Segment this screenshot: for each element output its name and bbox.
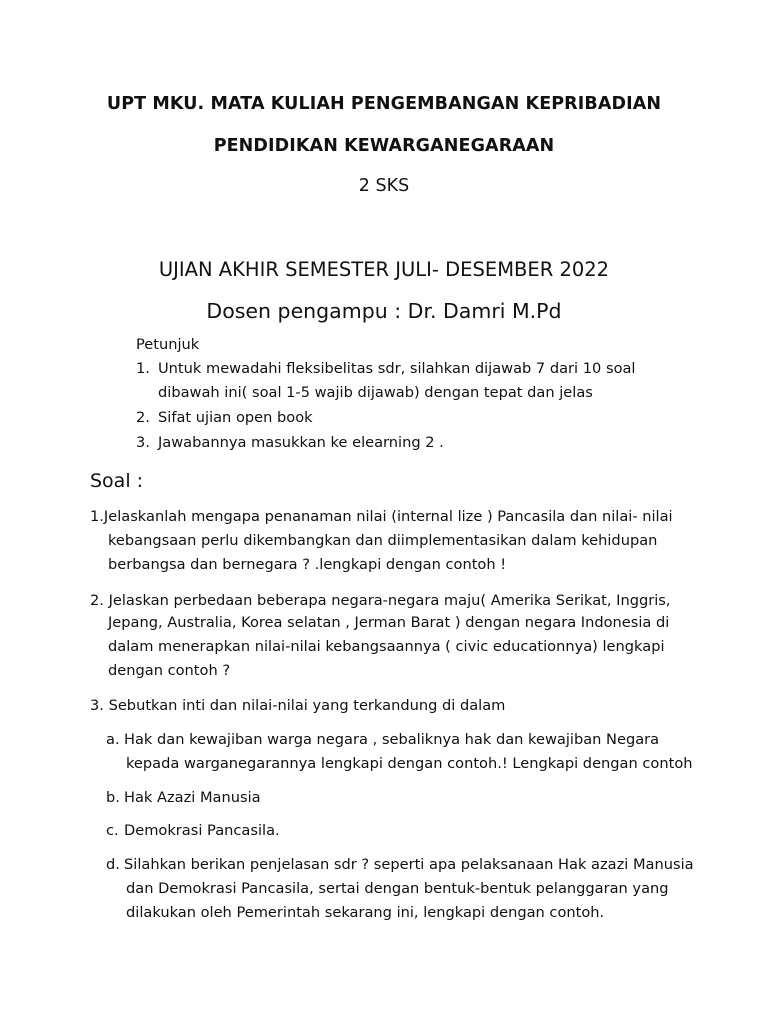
question-text-line: 3. Sebutkan inti dan nilai-nilai yang terkandung di dalam [90, 697, 506, 714]
sub-question-text-line: Demokrasi Pancasila. [124, 822, 280, 839]
instruction-text-line: Jawabannya masukkan ke elearning 2 . [158, 434, 444, 451]
question-text-line: dengan contoh ? [108, 662, 231, 679]
instructions-label: Petunjuk [136, 336, 200, 353]
sub-question-text-line: kepada warganegarannya lengkapi dengan contoh.! Lengkapi dengan contoh [126, 755, 693, 772]
unit-heading: UPT MKU. MATA KULIAH PENGEMBANGAN KEPRIBADIAN [106, 94, 662, 114]
sub-question-text-line: dilakukan oleh Pemerintah sekarang ini, lengkapi dengan contoh. [126, 904, 605, 921]
question-text-line: kebangsaan perlu dikembangkan dan diimplementasikan dalam kehidupan [108, 532, 658, 549]
sub-question-label: b. [106, 789, 120, 806]
sub-question-label: d. [106, 856, 120, 873]
sub-question-label: c. [106, 822, 119, 839]
exam-title: UJIAN AKHIR SEMESTER JULI- DESEMBER 2022 [158, 258, 610, 281]
instruction-number: 2. [136, 409, 150, 426]
question-text-line: 2. Jelaskan perbedaan beberapa negara-negara maju( Amerika Serikat, Inggris, [90, 592, 671, 609]
questions-heading: Soal : [90, 470, 144, 492]
sub-question-text-line: Hak dan kewajiban warga negara , sebaliknya hak dan kewajiban Negara [124, 731, 660, 748]
question-text-line: Jepang, Australia, Korea selatan , Jerman Barat ) dengan negara Indonesia di [108, 614, 670, 631]
question-text-line: berbangsa dan bernegara ? .lengkapi dengan contoh ! [108, 556, 507, 573]
sub-question-text-line: dan Demokrasi Pancasila, sertai dengan bentuk-bentuk pelanggaran yang [126, 880, 669, 897]
question-text-line: dalam menerapkan nilai-nilai kebangsaannya ( civic educationnya) lengkapi [108, 638, 665, 655]
instruction-number: 3. [136, 434, 150, 451]
instruction-number: 1. [136, 360, 150, 377]
sub-question-text-line: Hak Azazi Manusia [124, 789, 261, 806]
sub-question-label: a. [106, 731, 120, 748]
credits-heading: 2 SKS [358, 176, 410, 196]
question-text-line: 1.Jelaskanlah mengapa penanaman nilai (internal lize ) Pancasila dan nilai- nilai [90, 508, 673, 525]
lecturer-line: Dosen pengampu : Dr. Damri M.Pd [206, 299, 562, 323]
instruction-text-line: Sifat ujian open book [158, 409, 313, 426]
sub-question-text-line: Silahkan berikan penjelasan sdr ? seperti apa pelaksanaan Hak azazi Manusia [124, 856, 694, 873]
course-heading: PENDIDIKAN KEWARGANEGARAAN [213, 136, 555, 156]
instruction-text-line: dibawah ini( soal 1-5 wajib dijawab) dengan tepat dan jelas [158, 384, 593, 401]
instruction-text-line: Untuk mewadahi fleksibelitas sdr, silahkan dijawab 7 dari 10 soal [158, 360, 636, 377]
